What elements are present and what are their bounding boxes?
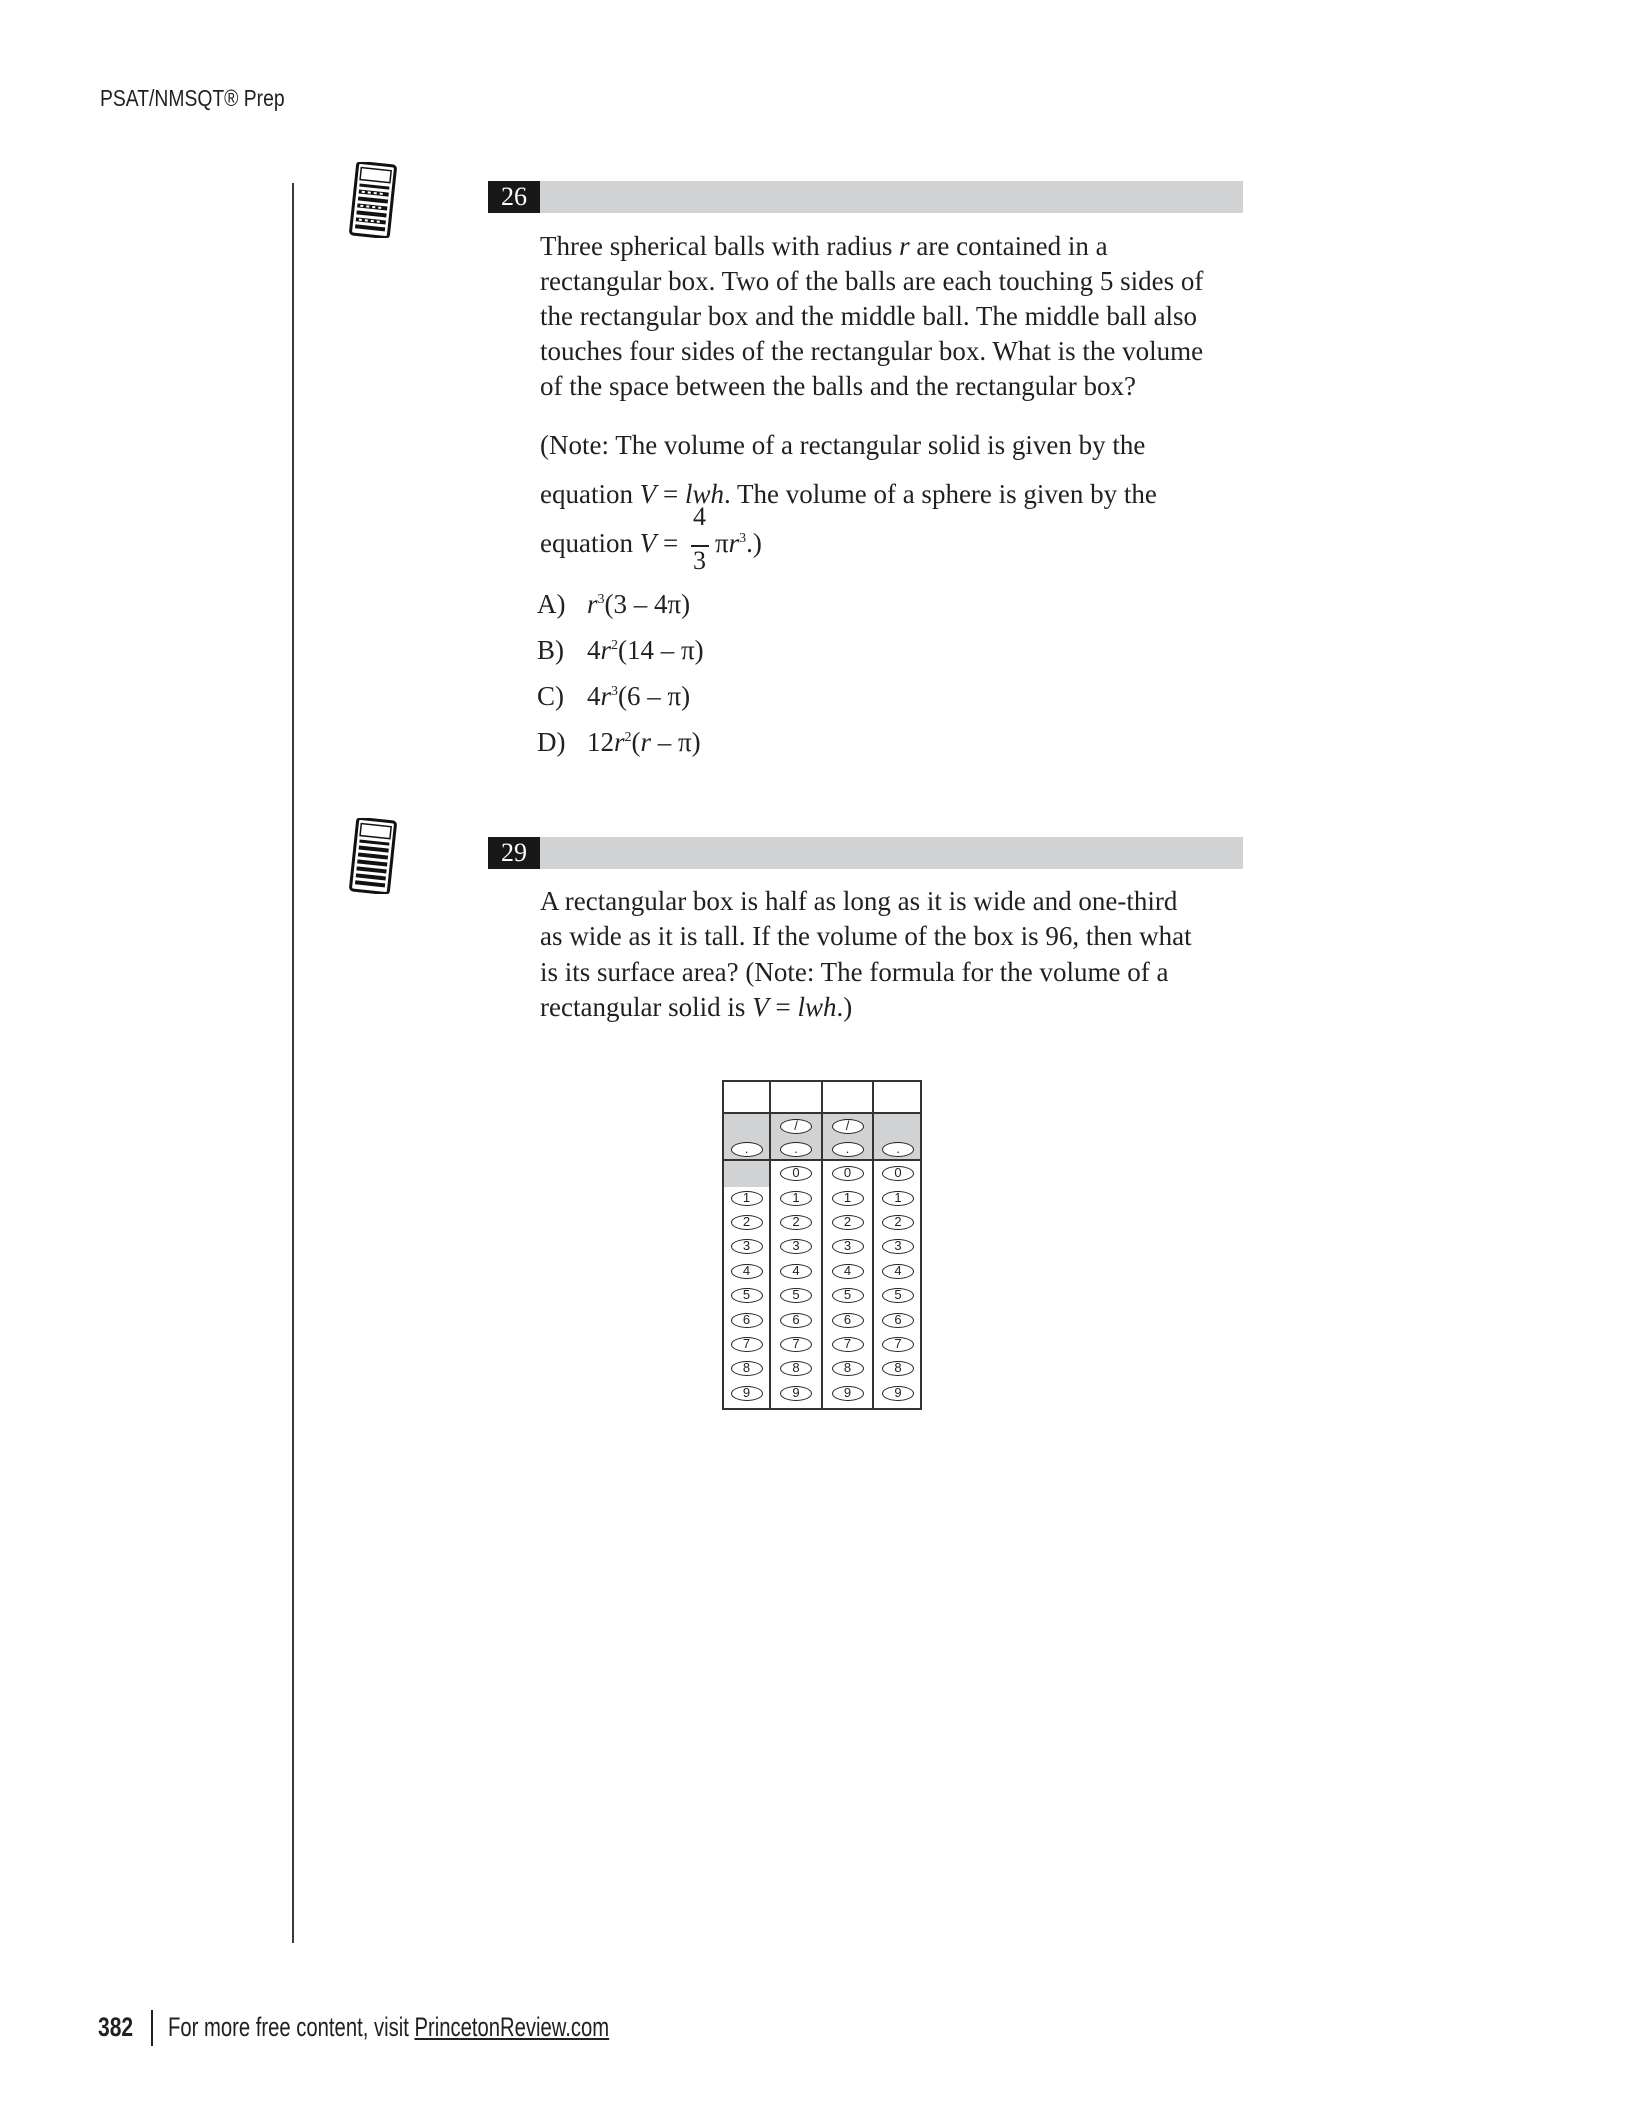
bubble-digit-3[interactable]: 3 [780, 1239, 812, 1254]
stem-line: is its surface area? (Note: The formula for the volume of a [540, 957, 1169, 987]
fraction-four-thirds: $\frac{4}{3}$ [689, 526, 711, 560]
question-number: 26 [488, 181, 540, 213]
bubble-digit-3[interactable]: 3 [731, 1239, 763, 1254]
choice-d[interactable]: D) $12r^2(r - \pi)$ [537, 727, 701, 757]
note-line: equation V = $\frac{4}{3}$ $\pi r^3$.) [540, 502, 762, 575]
calculator-icon [348, 162, 398, 238]
footer [98, 2010, 698, 2046]
grid-column-4 [874, 1082, 922, 1408]
question-29-header-bar [488, 837, 1243, 869]
grid-column-3 [823, 1082, 874, 1408]
grid-column-1 [724, 1082, 771, 1408]
question-number: 29 [488, 837, 540, 869]
calculator-icon [348, 818, 398, 894]
bubble-digit-0[interactable]: 0 [882, 1166, 914, 1181]
bubble-digit-9[interactable]: 9 [731, 1386, 763, 1401]
bubble-decimal[interactable]: . [882, 1142, 914, 1157]
stem-line: the rectangular box and the middle ball. The middle ball also [540, 301, 1198, 331]
bubble-digit-8[interactable]: 8 [780, 1361, 812, 1376]
stem-line: rectangular solid is V = lwh.) [540, 992, 853, 1022]
bubble-digit-4[interactable]: 4 [780, 1264, 812, 1279]
bubble-digit-5[interactable]: 5 [780, 1288, 812, 1303]
bubble-digit-6[interactable]: 6 [832, 1313, 864, 1328]
bubble-digit-9[interactable]: 9 [832, 1386, 864, 1401]
bubble-digit-6[interactable]: 6 [882, 1313, 914, 1328]
bubble-digit-2[interactable]: 2 [882, 1215, 914, 1230]
page-number: 382 [98, 2012, 134, 2042]
bubble-digit-4[interactable]: 4 [882, 1264, 914, 1279]
bubble-digit-8[interactable]: 8 [832, 1361, 864, 1376]
choice-a[interactable]: A) $r^3(3 - 4\pi)$ [537, 589, 691, 619]
bubble-slash[interactable]: / [780, 1119, 812, 1134]
choice-b[interactable]: B) $4r^2(14 - \pi)$ [537, 635, 704, 665]
footer-text: For more free content, visit PrincetonReview.com [168, 2012, 610, 2042]
stem-line: as wide as it is tall. If the volume of the box is 96, then what [540, 921, 1192, 951]
bubble-digit-9[interactable]: 9 [882, 1386, 914, 1401]
footer-divider [151, 2010, 153, 2046]
choice-c[interactable]: C) $4r^3(6 - \pi)$ [537, 681, 691, 711]
bubble-slash[interactable]: / [832, 1119, 864, 1134]
note-line: equation V = lwh. The volume of a sphere is given by the [540, 479, 1157, 509]
bubble-digit-8[interactable]: 8 [882, 1361, 914, 1376]
bubble-digit-4[interactable]: 4 [832, 1264, 864, 1279]
bubble-decimal[interactable]: . [780, 1142, 812, 1157]
stem-line: rectangular box. Two of the balls are each touching 5 sides of [540, 266, 1204, 296]
bubble-digit-9[interactable]: 9 [780, 1386, 812, 1401]
bubble-digit-5[interactable]: 5 [731, 1288, 763, 1303]
bubble-digit-1[interactable]: 1 [731, 1191, 763, 1206]
bubble-digit-7[interactable]: 7 [882, 1337, 914, 1352]
stem-line: A rectangular box is half as long as it is wide and one-third [540, 886, 1178, 916]
bubble-digit-4[interactable]: 4 [731, 1264, 763, 1279]
bubble-decimal[interactable]: . [832, 1142, 864, 1157]
bubble-digit-7[interactable]: 7 [780, 1337, 812, 1352]
grid-in-answer-sheet [722, 1080, 922, 1410]
bubble-digit-3[interactable]: 3 [832, 1239, 864, 1254]
bubble-digit-2[interactable]: 2 [832, 1215, 864, 1230]
margin-rule [292, 183, 294, 1943]
bubble-digit-8[interactable]: 8 [731, 1361, 763, 1376]
bubble-digit-5[interactable]: 5 [832, 1288, 864, 1303]
bubble-digit-0[interactable]: 0 [832, 1166, 864, 1181]
bubble-digit-3[interactable]: 3 [882, 1239, 914, 1254]
bubble-digit-2[interactable]: 2 [780, 1215, 812, 1230]
bubble-digit-0[interactable]: 0 [780, 1166, 812, 1181]
bubble-digit-7[interactable]: 7 [832, 1337, 864, 1352]
running-header [100, 85, 285, 112]
stem-line: of the space between the balls and the rectangular box? [540, 371, 1136, 401]
princeton-review-link[interactable]: PrincetonReview.com [414, 2012, 610, 2042]
bubble-digit-1[interactable]: 1 [882, 1191, 914, 1206]
bubble-digit-6[interactable]: 6 [780, 1313, 812, 1328]
bubble-digit-2[interactable]: 2 [731, 1215, 763, 1230]
stem-line: Three spherical balls with radius r are contained in a [540, 231, 1108, 261]
stem-line: touches four sides of the rectangular box. What is the volume [540, 336, 1204, 366]
grid-column-2 [771, 1082, 823, 1408]
bubble-decimal[interactable]: . [731, 1142, 763, 1157]
bubble-digit-1[interactable]: 1 [832, 1191, 864, 1206]
bubble-digit-6[interactable]: 6 [731, 1313, 763, 1328]
bubble-digit-7[interactable]: 7 [731, 1337, 763, 1352]
bubble-digit-5[interactable]: 5 [882, 1288, 914, 1303]
note-line: (Note: The volume of a rectangular solid is given by the [540, 430, 1146, 460]
bubble-digit-1[interactable]: 1 [780, 1191, 812, 1206]
question-26-header-bar [488, 181, 1243, 213]
running-title: PSAT/NMSQT® Prep [100, 85, 285, 111]
